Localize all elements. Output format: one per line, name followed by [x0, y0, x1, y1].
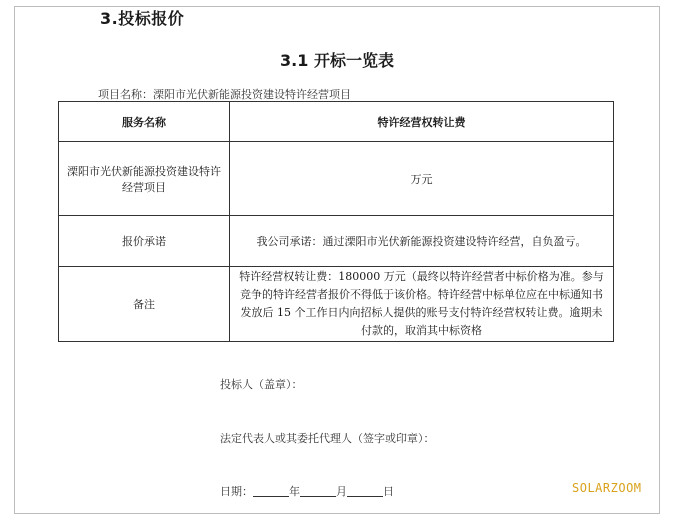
- table-row-promise: [59, 216, 614, 267]
- note-text-cell: 特许经营权转让费：180000 万元（最终以特许经营者中标价格为准。参与竞争的特许经营者报价不得低于该价格。特许经营中标单位应在中标通知书发放后 15 个工作日内向招标人提供的账号支付特许经营权转让费。逾期未付款的，取消其中标资格: [230, 267, 614, 342]
- project-name-cell: 溧阳市光伏新能源投资建设特许经营项目: [59, 142, 230, 216]
- day-label: 日: [383, 485, 394, 498]
- table-row-note: [59, 267, 614, 342]
- date-line: [220, 483, 394, 499]
- table-title: 3.1 开标一览表: [280, 51, 394, 70]
- year-blank: [253, 486, 289, 497]
- header-service-name: 服务名称: [59, 102, 230, 142]
- note-label-cell: 备注: [59, 267, 230, 342]
- solarzoom-watermark: SOLARZOOM: [572, 481, 642, 495]
- section-title: 3.投标报价: [100, 9, 185, 28]
- promise-text-cell: 我公司承诺：通过溧阳市光伏新能源投资建设特许经营，自负盈亏。: [230, 216, 614, 267]
- project-name-line: 项目名称：溧阳市光伏新能源投资建设特许经营项目: [98, 88, 351, 101]
- bid-opening-table: [58, 101, 614, 342]
- fee-unit-cell: 万元: [230, 142, 614, 216]
- table-header-row: [59, 102, 614, 142]
- year-label: 年: [289, 485, 300, 498]
- header-transfer-fee: 特许经营权转让费: [230, 102, 614, 142]
- table-row-project: [59, 142, 614, 216]
- month-blank: [300, 486, 336, 497]
- representative-sign-line: 法定代表人或其委托代理人（签字或印章）：: [220, 432, 435, 445]
- month-label: 月: [336, 485, 347, 498]
- promise-label-cell: 报价承诺: [59, 216, 230, 267]
- day-blank: [347, 486, 383, 497]
- bidder-seal-line: 投标人（盖章）：: [220, 378, 303, 391]
- date-label: 日期：: [220, 485, 253, 498]
